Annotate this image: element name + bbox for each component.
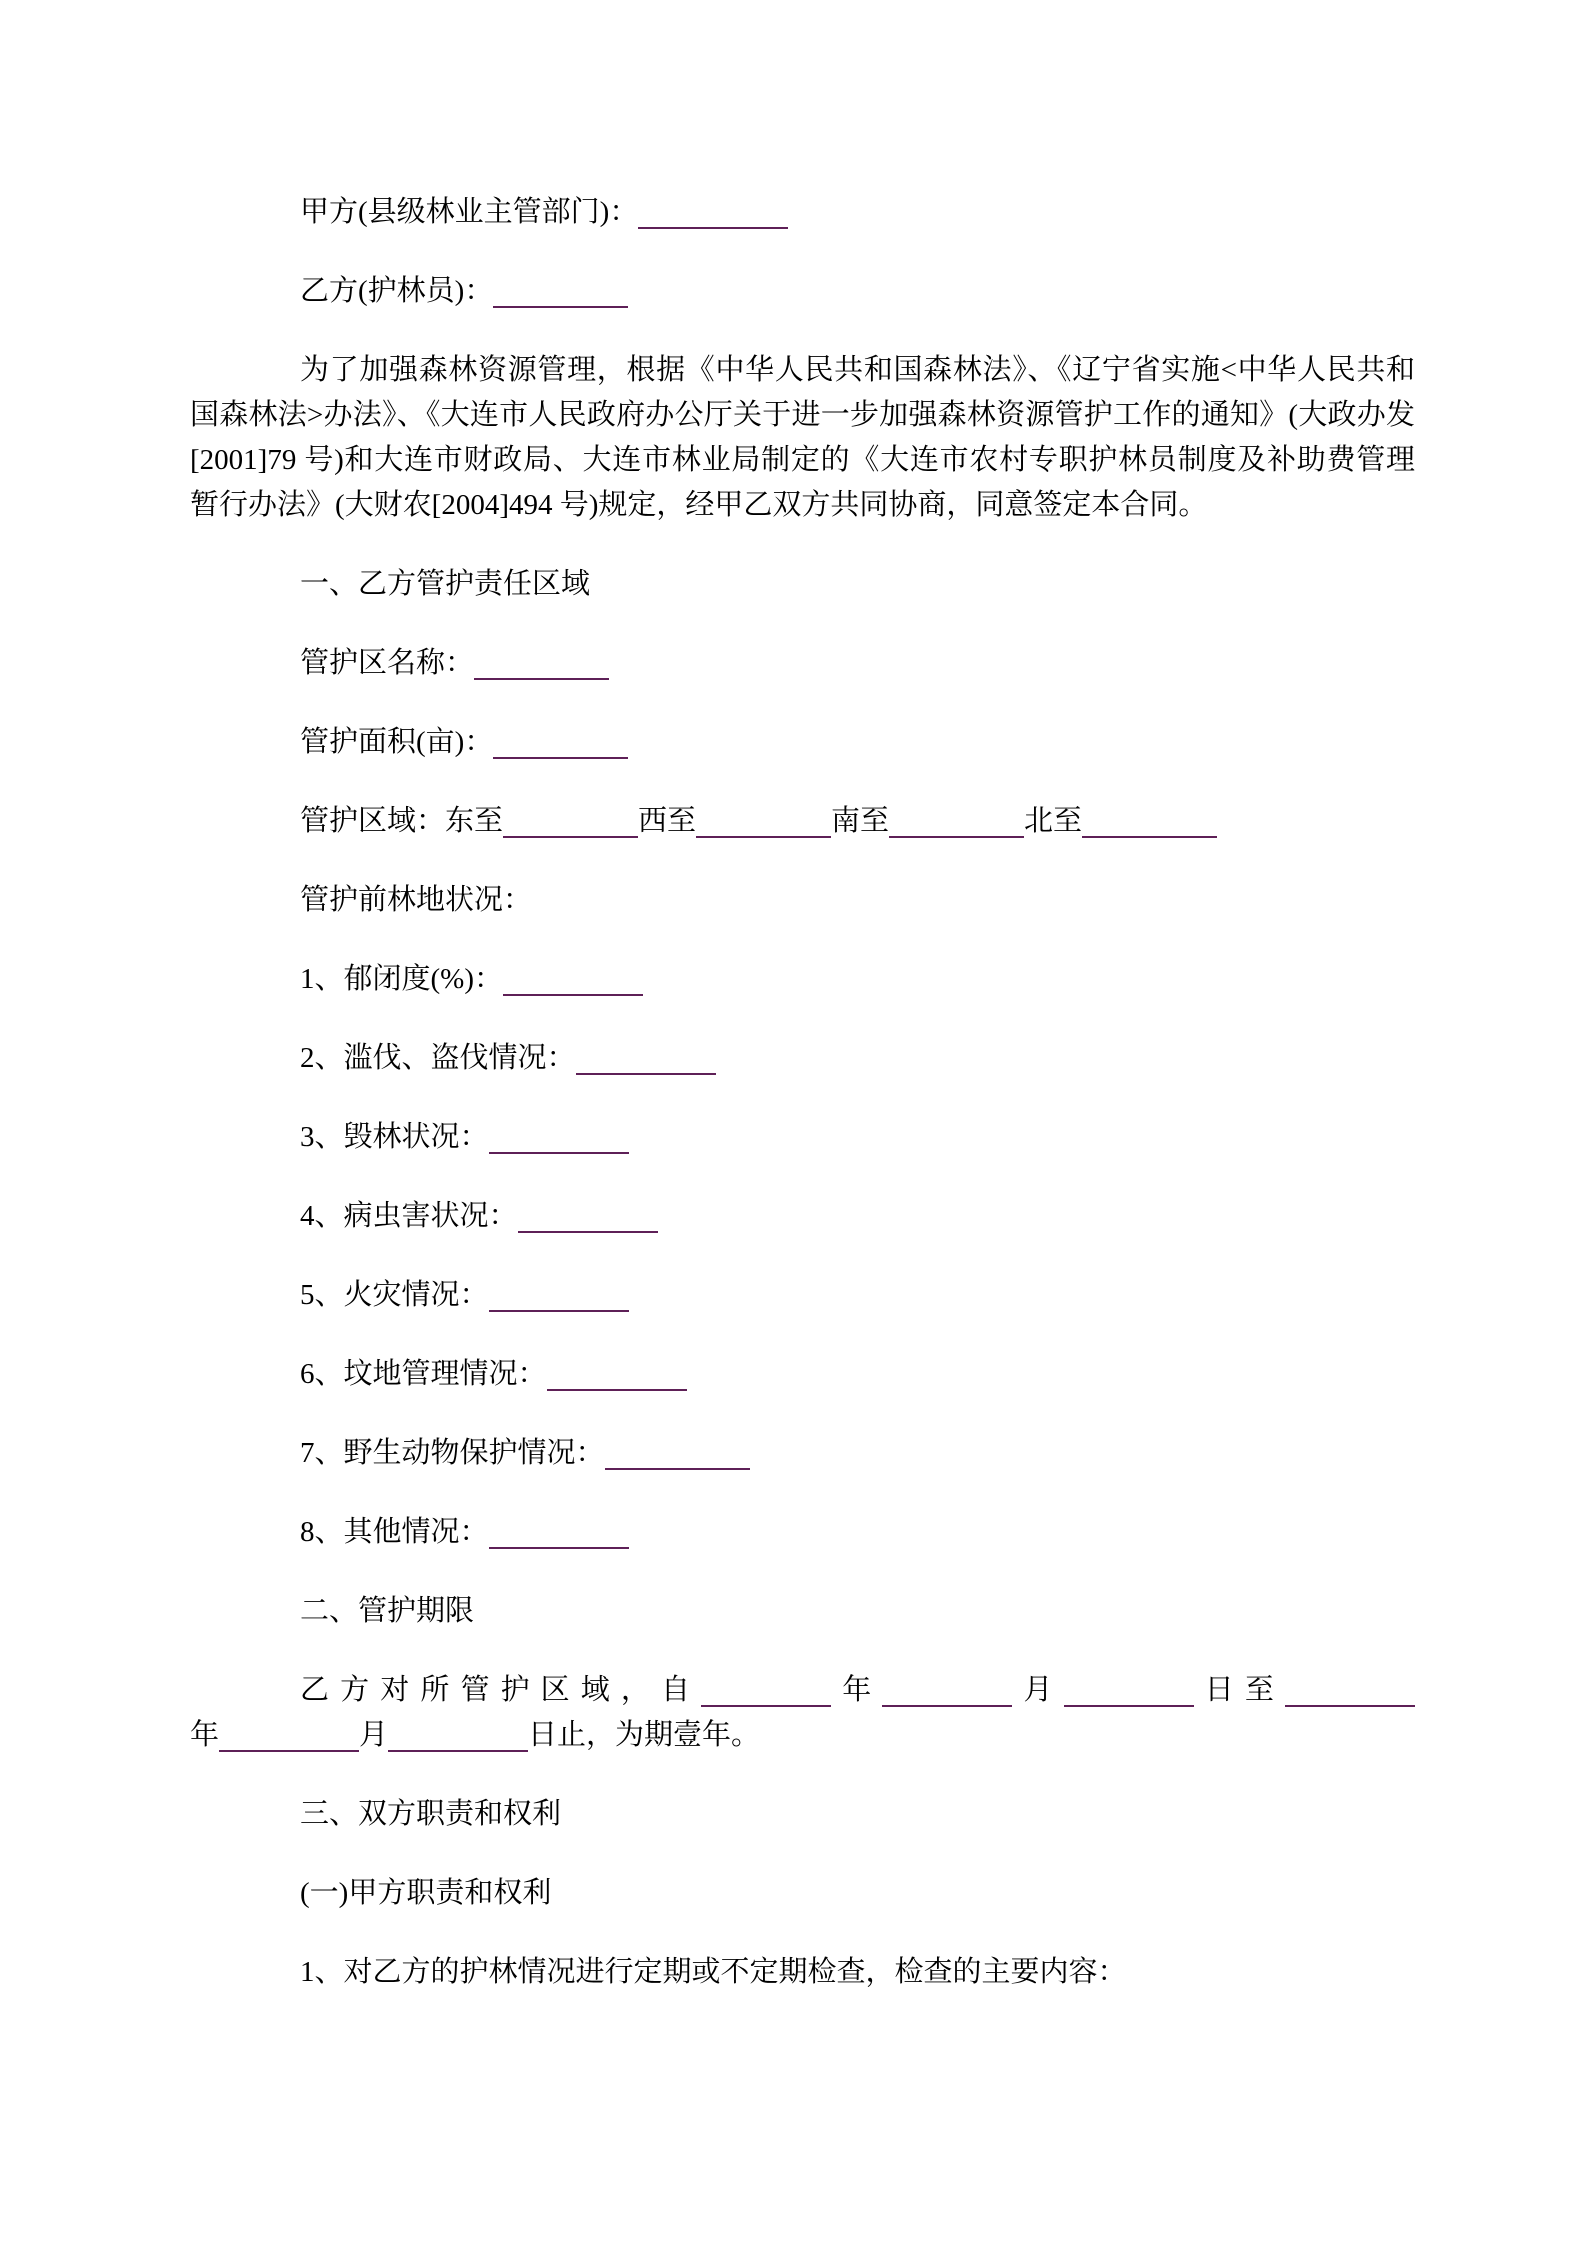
text-run: 甲方(县级林业主管部门)： — [300, 196, 639, 228]
item-7-wildlife-protection — [190, 1431, 1415, 1476]
fill-in-blank — [474, 658, 609, 680]
clause-a-1 — [190, 1950, 1415, 1995]
fill-in-blank — [518, 1211, 658, 1233]
field-area-size — [190, 720, 1415, 765]
fill-in-blank — [489, 1132, 629, 1154]
text-run: (一)甲方职责和权利 — [300, 1877, 552, 1909]
text-run: 北至 — [1024, 805, 1083, 837]
term-line-1 — [190, 1668, 1415, 1713]
text-run: 南至 — [831, 805, 890, 837]
fill-in-blank — [1064, 1685, 1194, 1707]
fill-in-blank — [503, 816, 638, 838]
text-run: 6、坟地管理情况： — [300, 1358, 547, 1390]
section-3-1-heading — [190, 1871, 1415, 1916]
text-run: 5、火灾情况： — [300, 1279, 489, 1311]
item-3-forest-damage — [190, 1115, 1415, 1160]
fill-in-blank — [493, 286, 628, 308]
text-run: 年 — [190, 1719, 220, 1751]
fill-in-blank — [489, 1290, 629, 1312]
text-run: 一、乙方管护责任区域 — [300, 568, 591, 600]
fill-in-blank — [547, 1369, 687, 1391]
text-run: 4、病虫害状况： — [300, 1200, 518, 1232]
text-run: 3、毁林状况： — [300, 1121, 489, 1153]
fill-in-blank — [638, 207, 788, 229]
term-line-2 — [190, 1713, 1415, 1758]
text-run: 1、郁闭度(%)： — [300, 963, 503, 995]
fill-in-blank — [388, 1730, 528, 1752]
item-8-other — [190, 1510, 1415, 1555]
section-2-heading — [190, 1589, 1415, 1634]
text-run: 西至 — [638, 805, 697, 837]
text-run: 乙方对所管护区域，自 — [300, 1674, 702, 1706]
item-6-grave-management — [190, 1352, 1415, 1397]
fill-in-blank — [493, 737, 628, 759]
text-run: 管护前林地状况： — [300, 884, 533, 916]
text-run: 1、对乙方的护林情况进行定期或不定期检查，检查的主要内容： — [300, 1956, 1127, 1988]
section-1-heading — [190, 562, 1415, 607]
fill-in-blank — [696, 816, 831, 838]
fill-in-blank — [489, 1527, 629, 1549]
text-run: 月 — [1012, 1674, 1064, 1706]
fill-in-blank — [889, 816, 1024, 838]
intro-paragraph — [190, 348, 1415, 528]
text-run: 为了加强森林资源管理，根据《中华人民共和国森林法》、《辽宁省实施<中华人民共和国森林法>办法》、《大连市人民政府办公厅关于进一步加强森林资源管护工作的通知》(大政办发[2001]79 号)和大连市财政局、大连市林业局制定的《大连市农村专职护林员制度及补助费管理暂行办法》(大财农[2004]494 号)规定，经甲乙双方共同协商，同意签定本合同。 — [190, 354, 1415, 521]
item-1-canopy-density — [190, 957, 1415, 1002]
fill-in-blank — [1285, 1685, 1415, 1707]
text-run: 管护区域：东至 — [300, 805, 504, 837]
fill-in-blank — [1082, 816, 1217, 838]
text-run: 三、双方职责和权利 — [300, 1798, 562, 1830]
fill-in-blank — [701, 1685, 831, 1707]
text-run: 7、野生动物保护情况： — [300, 1437, 605, 1469]
field-area-name — [190, 641, 1415, 686]
fill-in-blank — [605, 1448, 750, 1470]
section-3-heading — [190, 1792, 1415, 1837]
fill-in-blank — [219, 1730, 359, 1752]
fill-in-blank — [882, 1685, 1012, 1707]
text-run: 2、滥伐、盗伐情况： — [300, 1042, 576, 1074]
text-run: 二、管护期限 — [300, 1595, 475, 1627]
text-run: 日至 — [1193, 1674, 1285, 1706]
item-5-fire — [190, 1273, 1415, 1318]
item-4-pest-disease — [190, 1194, 1415, 1239]
fill-in-blank — [576, 1053, 716, 1075]
document-body — [190, 190, 1415, 1995]
field-pre-condition-heading — [190, 878, 1415, 923]
fill-in-blank — [503, 974, 643, 996]
text-run: 管护区名称： — [300, 647, 475, 679]
field-area-bounds — [190, 799, 1415, 844]
text-run: 月 — [359, 1719, 389, 1751]
text-run: 管护面积(亩)： — [300, 726, 494, 758]
party-b-line — [190, 269, 1415, 314]
text-run: 乙方(护林员)： — [300, 275, 494, 307]
text-run: 年 — [831, 1674, 883, 1706]
text-run: 8、其他情况： — [300, 1516, 489, 1548]
party-a-line — [190, 190, 1415, 235]
item-2-illegal-logging — [190, 1036, 1415, 1081]
text-run: 日止，为期壹年。 — [528, 1719, 761, 1751]
